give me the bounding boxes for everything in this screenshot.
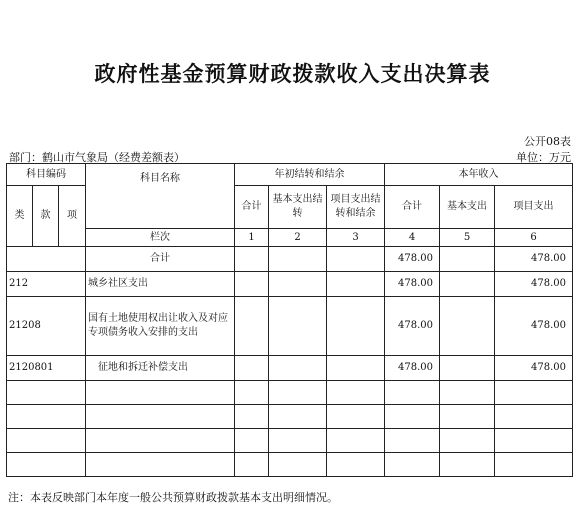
row-code: 21208 (7, 297, 86, 356)
empty-row (7, 453, 573, 477)
row-value: 478.00 (495, 247, 573, 272)
empty-row (7, 381, 573, 405)
column-number: 5 (440, 229, 495, 247)
beginning-basic-header: 基本支出结转 (269, 186, 327, 229)
row-value: 478.00 (495, 272, 573, 297)
budget-table (6, 163, 573, 477)
income-project-header: 项目支出 (495, 186, 573, 229)
table-row (7, 272, 573, 297)
row-value: 478.00 (385, 272, 440, 297)
page-title: 政府性基金预算财政拨款收入支出决算表 (94, 62, 491, 86)
column-number: 1 (235, 229, 269, 247)
subject-code-header: 科目编码 (7, 164, 86, 186)
table-row (7, 356, 573, 381)
row-value: 478.00 (385, 356, 440, 381)
row-value (327, 356, 385, 381)
row-value (235, 247, 269, 272)
row-value: 478.00 (495, 297, 573, 356)
row-code (7, 247, 86, 272)
income-basic-header: 基本支出 (440, 186, 495, 229)
row-code: 212 (7, 272, 86, 297)
column-number: 6 (495, 229, 573, 247)
row-value (269, 297, 327, 356)
row-name: 合计 (86, 247, 235, 272)
form-number: 公开08表 (524, 135, 571, 148)
row-value (327, 247, 385, 272)
beginning-project-header: 项目支出结转和结余 (327, 186, 385, 229)
row-value (235, 297, 269, 356)
row-value (235, 272, 269, 297)
kind-header: 类 (7, 186, 33, 247)
row-value: 478.00 (495, 356, 573, 381)
row-value (440, 356, 495, 381)
row-value (327, 272, 385, 297)
subject-name-header: 科目名称 (86, 164, 235, 229)
row-name: 国有土地使用权出让收入及对应专项债务收入安排的支出 (86, 297, 235, 356)
unit-label: 单位：万元 (516, 151, 571, 164)
empty-row (7, 405, 573, 429)
row-value (440, 272, 495, 297)
column-number: 4 (385, 229, 440, 247)
table-row (7, 297, 573, 356)
column-label: 栏次 (86, 229, 235, 247)
row-value (440, 247, 495, 272)
department-label: 部门：鹤山市气象局（经费差额表） (9, 151, 185, 164)
income-total-header: 合计 (385, 186, 440, 229)
row-code: 2120801 (7, 356, 86, 381)
row-value (269, 247, 327, 272)
row-value (327, 297, 385, 356)
column-number: 2 (269, 229, 327, 247)
row-value: 478.00 (385, 247, 440, 272)
row-value (269, 356, 327, 381)
row-name: 征地和拆迁补偿支出 (86, 356, 235, 381)
row-name: 城乡社区支出 (86, 272, 235, 297)
beginning-balance-header: 年初结转和结余 (235, 164, 385, 186)
footnote: 注：本表反映部门本年度一般公共预算财政拨款基本支出明细情况。 (8, 491, 338, 504)
item-header: 项 (59, 186, 86, 247)
row-value (440, 297, 495, 356)
row-value: 478.00 (385, 297, 440, 356)
table-row (7, 247, 573, 272)
empty-row (7, 429, 573, 453)
current-income-header: 本年收入 (385, 164, 573, 186)
column-number: 3 (327, 229, 385, 247)
row-value (269, 272, 327, 297)
section-header: 款 (33, 186, 59, 247)
row-value (235, 356, 269, 381)
beginning-total-header: 合计 (235, 186, 269, 229)
